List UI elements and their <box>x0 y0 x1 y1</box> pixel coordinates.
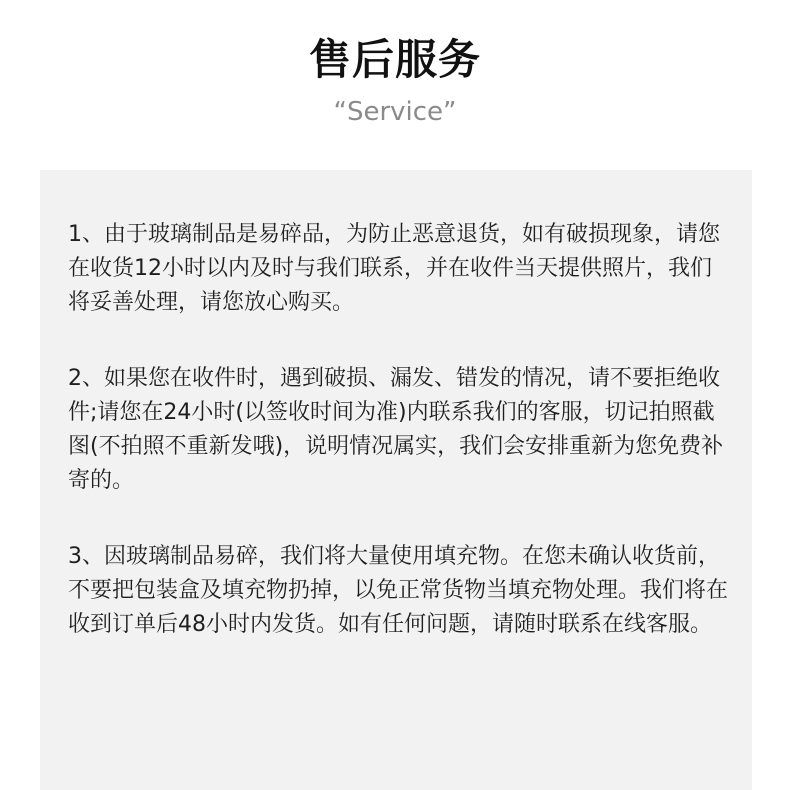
page-title: 售后服务 <box>308 35 481 84</box>
service-paragraph-3: 3、因玻璃制品易碎，我们将大量使用填充物。在您未确认收货前，不要把包装盒及填充物扔掉，以免正常货物当填充物处理。我们将在收到订单后48小时内发货。如有任何问题，请随时联系在线客服。 <box>68 544 729 637</box>
service-info-panel <box>40 170 752 790</box>
page-subtitle: “Service” <box>333 97 457 127</box>
service-paragraph-2: 2、如果您在收件时，遇到破损、漏发、错发的情况，请不要拒绝收件;请您在24小时(以签收时间为准)内联系我们的客服，切记拍照截图(不拍照不重新发哦)，说明情况属实，我们会安排重新为您免费补寄的。 <box>68 366 724 493</box>
service-paragraph-1: 1、由于玻璃制品是易碎品，为防止恶意退货，如有破损现象，请您在收货12小时以内及时与我们联系，并在收件当天提供照片，我们将妥善处理，请您放心购买。 <box>68 222 720 315</box>
